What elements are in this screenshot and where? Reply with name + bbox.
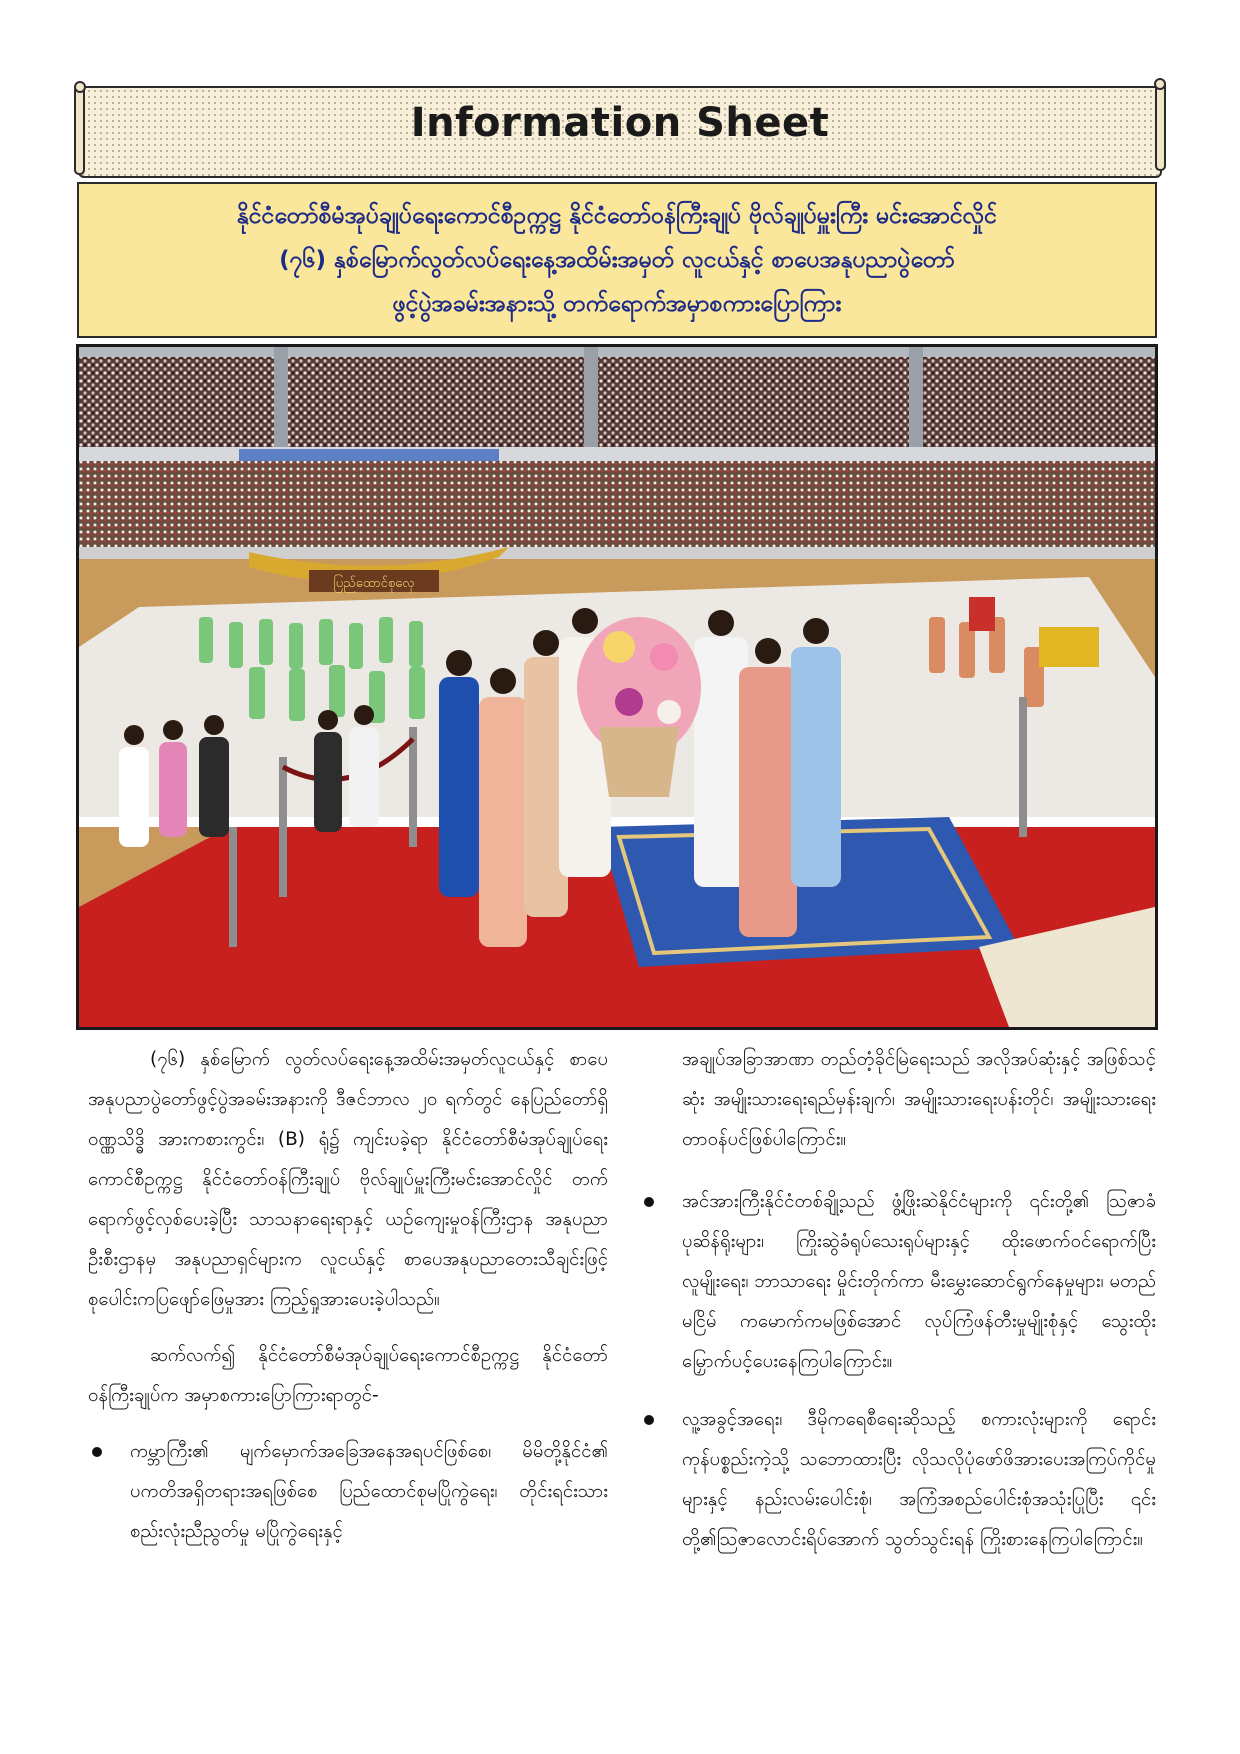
page-title: Information Sheet: [410, 100, 830, 146]
bullet-point-1-continuation: အချုပ်အခြာအာဏာ တည်တံ့ခိုင်မြဲရေးသည် အလိုအပ်ဆုံးနှင့် အဖြစ်သင့်ဆုံး အမျိုးသားရေးရည်မှန်းချက်၊ အမျိုးသားရေးပန်းတိုင်၊ အမျိုးသားရေး တာဝန်ပင်ဖြစ်ပါကြောင်း။: [682, 1049, 1156, 1150]
photo-boat-label: ပြည်ထောင်စုလှေ: [333, 576, 415, 591]
bullet-icon: [644, 1415, 654, 1425]
headline-line-3: ဖွင့်ပွဲအခမ်းအနားသို့ တက်ရောက်အမှာစကားပြောကြား: [392, 291, 842, 317]
bullet-point-2-text: အင်အားကြီးနိုင်ငံတစ်ချို့သည် ဖွံ့ဖြိုးဆဲနိုင်ငံများကို ၎င်းတို့၏ ဩဇာခံပုဆိန်ရိုးများ၊ ကြိုးဆွဲခံရုပ်သေးရုပ်များနှင့် ထိုးဖောက်ဝင်ရောက်ပြီး လူမျိုးရေး၊ ဘာသာရေး မှိုင်းတိုက်ကာ မီးမွှေးဆောင်ရွက်နေမှုများ၊ မတည်မငြိမ် ကမောက်ကမဖြစ်အောင် လုပ်ကြံဖန်တီးမှုမျိုးစုံနှင့် သွေးထိုးမြှောက်ပင့်ပေးနေကြပါကြောင်း။: [682, 1191, 1156, 1372]
headline-line-1: နိုင်ငံတော်စီမံအုပ်ချုပ်ရေးကောင်စီဥက္ကဋ္ဌ နိုင်ငံတော်ဝန်ကြီးချုပ် ဗိုလ်ချုပ်မှူးကြီး မင်းအောင်လှိုင်: [236, 203, 998, 229]
bullet-point-1: [88, 1432, 608, 1552]
bullet-point-3-text: လူ့အခွင့်အရေး၊ ဒီမိုကရေစီရေးဆိုသည့် စကားလုံးများကို ရောင်းကုန်ပစ္စည်းကဲ့သို့ သဘောထားပြီး လိုသလိုပုံဖော်ဖိအားပေးအကြပ်ကိုင်မှုများနှင့် နည်းလမ်းပေါင်းစုံ၊ အကြံအစည်ပေါင်းစုံအသုံးပြုပြီး ၎င်းတို့၏ဩဇာလောင်းရိပ်အောက် သွတ်သွင်းရန် ကြိုးစားနေကြပါကြောင်း။: [682, 1409, 1156, 1550]
left-column: [88, 1040, 608, 1570]
paragraph-intro: (၇၆) နှစ်မြောက် လွတ်လပ်ရေးနေ့အထိမ်းအမှတ်လူငယ်နှင့် စာပေအနုပညာပွဲတော်ဖွင့်ပွဲအခမ်းအနားကို ဒီဇင်ဘာလ ၂၀ ရက်တွင် နေပြည်တော်ရှိ ဝဏ္ဏသိဒ္ဓိ အားကစားကွင်း၊ (B) ရုံ၌ ကျင်းပခဲ့ရာ နိုင်ငံတော်စီမံအုပ်ချုပ်ရေးကောင်စီဥက္ကဋ္ဌ နိုင်ငံတော်ဝန်ကြီးချုပ် ဗိုလ်ချုပ်မှူးကြီးမင်းအောင်လှိုင် တက်ရောက်ဖွင့်လှစ်ပေးခဲ့ပြီး သာသနာရေးရာနှင့် ယဉ်ကျေးမှုဝန်ကြီးဌာန အနုပညာဦးစီးဌာနမှ အနုပညာရှင်များက လူငယ်နှင့် စာပေအနုပညာတေးသီချင်းဖြင့် စုပေါင်းကပြဖျော်ဖြေမှုအား ကြည့်ရှုအားပေးခဲ့ပါသည်။: [88, 1049, 608, 1310]
event-photo-illustration: [79, 347, 1155, 1027]
headline-line-2: (၇၆) နှစ်မြောက်လွတ်လပ်ရေးနေ့အထိမ်းအမှတ် လူငယ်နှင့် စာပေအနုပညာပွဲတော်: [279, 247, 955, 273]
bullet-point-3: [640, 1400, 1156, 1560]
bullet-icon: [644, 1197, 654, 1207]
paragraph-speech-intro: ဆက်လက်၍ နိုင်ငံတော်စီမံအုပ်ချုပ်ရေးကောင်စီဥက္ကဋ္ဌ နိုင်ငံတော်ဝန်ကြီးချုပ်က အမှာစကားပြောကြားရာတွင်-: [88, 1345, 608, 1406]
headline-box: [77, 182, 1157, 338]
bullet-point-2: [640, 1182, 1156, 1382]
right-column: [640, 1040, 1156, 1578]
bullet-icon: [92, 1447, 102, 1457]
bullet-point-1-text: ကမ္ဘာကြီး၏ မျက်မှောက်အခြေအနေအရပင်ဖြစ်စေ၊ မိမိတို့နိုင်ငံ၏ ပကတိအရှိတရားအရဖြစ်စေ ပြည်ထောင်စုမပြိုကွဲရေး၊ တိုင်းရင်းသားစည်းလုံးညီညွတ်မှု မပြိုကွဲရေးနှင့်: [130, 1441, 608, 1542]
event-photo: [76, 344, 1158, 1030]
title-banner: [72, 78, 1168, 178]
